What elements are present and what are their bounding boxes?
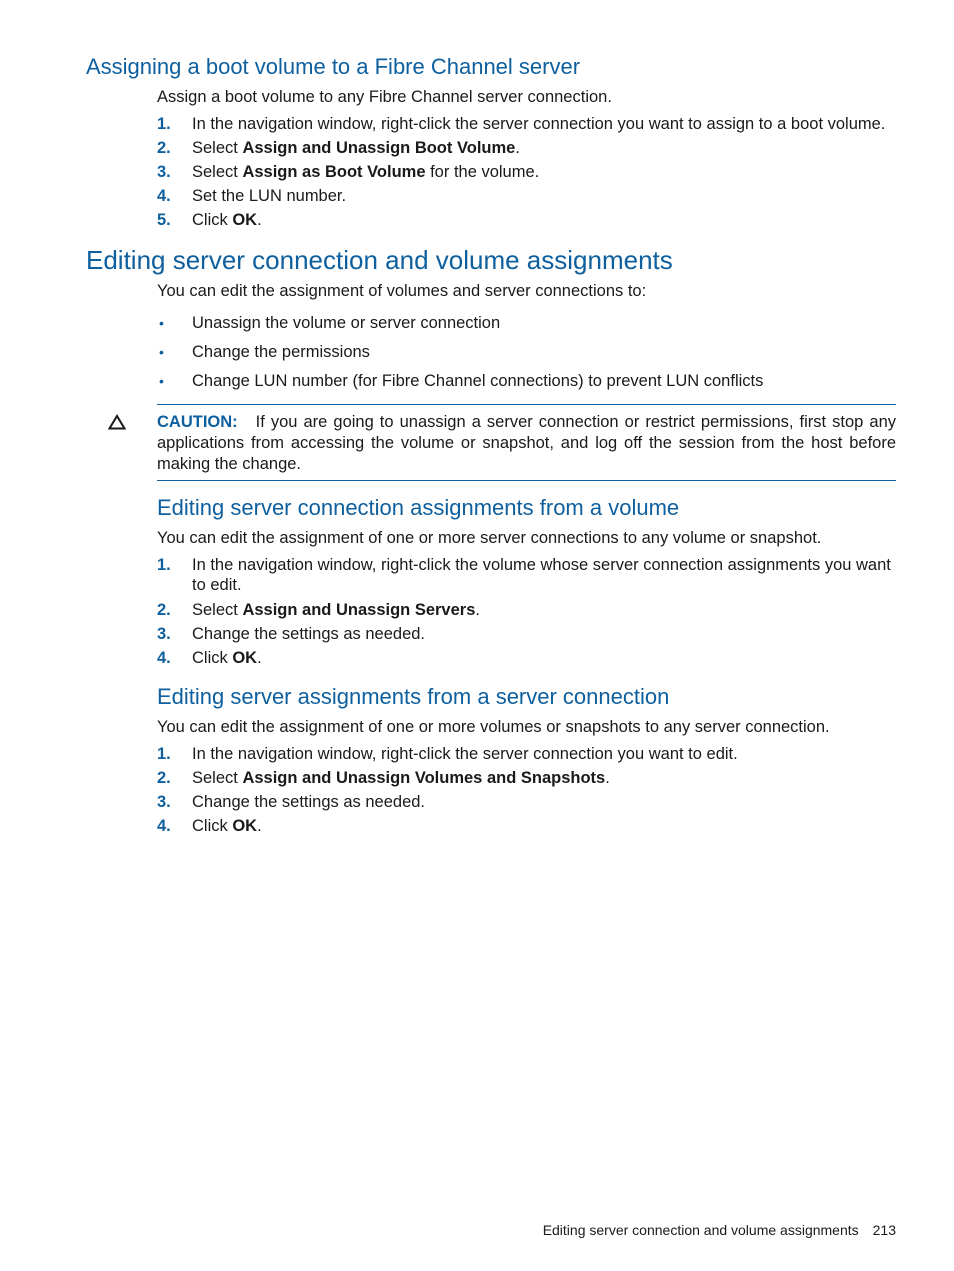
step-text-end: . (257, 649, 262, 667)
step-bold: OK (232, 817, 258, 835)
step-text: Change the settings as needed. (192, 793, 426, 811)
step-text: Select (192, 601, 243, 619)
step-text: Click (192, 817, 233, 835)
bullet-text: Change LUN number (for Fibre Channel connections) to prevent LUN conflicts (192, 372, 764, 390)
step-text-end: . (257, 817, 262, 835)
caution-bottom-rule (157, 480, 896, 481)
caution-top-rule (157, 404, 896, 405)
step-bold: Assign and Unassign Boot Volume (242, 139, 516, 157)
step-number: 2. (157, 139, 171, 157)
step-text: In the navigation window, right-click the server connection you want to edit. (192, 745, 738, 763)
step-text: Select (192, 139, 243, 157)
section-heading-from-volume: Editing server connection assignments from a volume (157, 495, 680, 520)
step-text-end: for the volume. (425, 163, 540, 181)
section-intro: You can edit the assignment of volumes and server connections to: (157, 282, 647, 300)
step-number: 3. (157, 625, 171, 643)
step-text-end: . (257, 211, 262, 229)
step-number: 3. (157, 163, 171, 181)
caution-text: If you are going to unassign a server connection or restrict permissions, first stop any applications from accessing the volume or snapshot, and log off the session from the host before making the change. (157, 413, 896, 473)
step-bold: OK (232, 211, 258, 229)
step-number: 2. (157, 769, 171, 787)
step-text-end: . (515, 139, 520, 157)
step-bold: Assign as Boot Volume (242, 163, 426, 181)
section-heading-editing: Editing server connection and volume assignments (86, 245, 673, 275)
step-number: 3. (157, 793, 171, 811)
footer-title: Editing server connection and volume assignments (542, 1222, 859, 1238)
section-intro: You can edit the assignment of one or more server connections to any volume or snapshot. (157, 529, 822, 547)
step-number: 1. (157, 556, 171, 574)
step-number: 5. (157, 211, 171, 229)
step-number: 1. (157, 745, 171, 763)
step-text: Set the LUN number. (192, 187, 347, 205)
step-number: 1. (157, 115, 171, 133)
step-bold: OK (232, 649, 258, 667)
caution-note (157, 412, 896, 475)
step-number: 4. (157, 817, 171, 835)
step-number: 4. (157, 187, 171, 205)
step-number: 2. (157, 601, 171, 619)
step-text: Select (192, 163, 243, 181)
section-intro: You can edit the assignment of one or more volumes or snapshots to any server connection. (157, 718, 830, 736)
bullet-icon: • (159, 344, 164, 360)
section-heading-from-server: Editing server assignments from a server connection (157, 684, 670, 709)
step-text-end: . (475, 601, 480, 619)
step-bold: Assign and Unassign Servers (242, 601, 476, 619)
step-text: Change the settings as needed. (192, 625, 426, 643)
bullet-text: Change the permissions (192, 343, 370, 361)
page-footer (543, 1222, 896, 1238)
caution-triangle-icon (108, 414, 126, 430)
step-text: In the navigation window, right-click the server connection you want to assign to a boot volume. (192, 115, 886, 133)
step-text: Click (192, 211, 233, 229)
step-text-end: . (605, 769, 610, 787)
step-text: Select (192, 769, 243, 787)
section-intro: Assign a boot volume to any Fibre Channel server connection. (157, 88, 612, 106)
page-number: 213 (872, 1222, 896, 1238)
bullet-text: Unassign the volume or server connection (192, 314, 501, 332)
step-number: 4. (157, 649, 171, 667)
step-text: In the navigation window, right-click the volume whose server connection assignments you want to edit. (192, 556, 891, 594)
bullet-icon: • (159, 315, 164, 331)
step-bold: Assign and Unassign Volumes and Snapshots (242, 769, 606, 787)
section-heading-boot-volume: Assigning a boot volume to a Fibre Channel server (86, 54, 581, 79)
bullet-icon: • (159, 373, 164, 389)
step-text: Click (192, 649, 233, 667)
caution-label: CAUTION: (157, 413, 238, 431)
